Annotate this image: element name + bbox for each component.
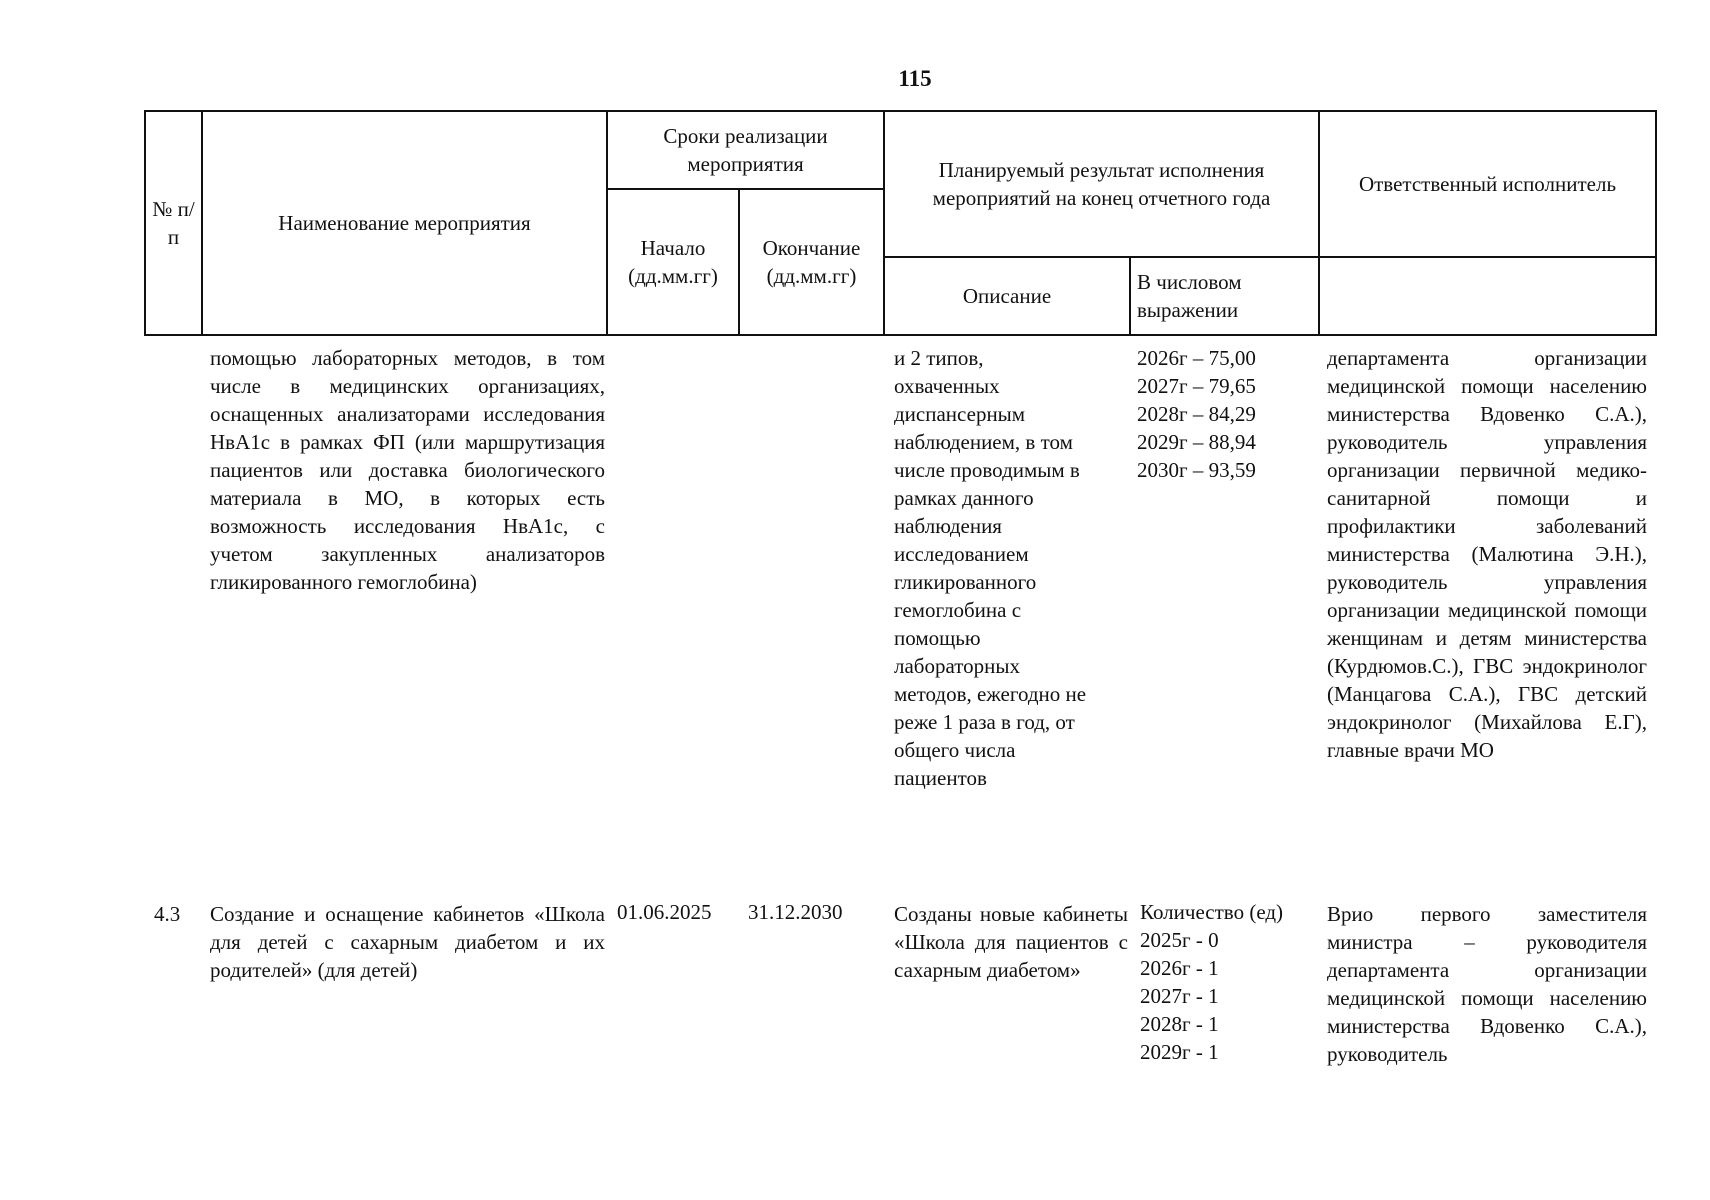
header-numeric: В числовом выражении: [1130, 257, 1319, 335]
continued-event-name: помощью лабораторных методов, в том числе в медицинских организациях, оснащенных анализаторами исследования НвА1с в рамках ФП (или маршрутизация пациентов или доставка биологического материала в МО, в которых есть возможность исследования НвА1с, с учетом закупленных анализаторов гликированного гемоглобина): [210, 346, 605, 594]
header-planned-result: Планируемый результат исполнения мероприятий на конец отчетного года: [884, 111, 1319, 257]
description-line: методов, ежегодно не: [894, 682, 1087, 706]
description-line: наблюдением, в том: [894, 430, 1073, 454]
description-line: общего числа: [894, 738, 1016, 762]
description-line: помощью: [894, 626, 981, 650]
header-terms: Сроки реализации мероприятия: [607, 111, 884, 189]
value-line: 2028г - 1: [1140, 1012, 1219, 1036]
header-description: Описание: [884, 257, 1130, 335]
value-line: 2026г - 1: [1140, 956, 1219, 980]
description-line: наблюдения: [894, 514, 1002, 538]
description-line: исследованием: [894, 542, 1029, 566]
continued-responsible: департамента организации медицинской помощи населению министерства Вдовенко С.А.), руководитель управления организации первичной медико-санитарной помощи и профилактики заболеваний министерства (Малютина Э.Н.), руководитель управления организации медицинской помощи женщинам и детям министерства (Курдюмов.С.), ГВС эндокринолог (Манцагова С.А.), ГВС детский эндокринолог (Михайлова Е.Г), главные врачи МО: [1327, 346, 1647, 762]
description-line: реже 1 раза в год, от: [894, 710, 1075, 734]
row-event-name: Создание и оснащение кабинетов «Школа для детей с сахарным диабетом и их родителей» (для детей): [210, 902, 605, 982]
value-line: 2028г – 84,29: [1137, 402, 1256, 426]
description-line: пациентов: [894, 766, 987, 790]
description-line: и 2 типов,: [894, 346, 984, 370]
description-line: рамках данного: [894, 486, 1034, 510]
header-number: № п/п: [145, 111, 202, 335]
continued-description: [894, 344, 1134, 792]
row-number: 4.3: [154, 902, 181, 926]
value-line: 2025г - 0: [1140, 928, 1219, 952]
description-line: гликированного: [894, 570, 1037, 594]
value-line: 2029г - 1: [1140, 1040, 1219, 1064]
header-responsible-blank: [1319, 257, 1656, 335]
header-responsible: Ответственный исполнитель: [1319, 111, 1656, 257]
continued-values: [1137, 344, 1322, 484]
value-line: 2027г - 1: [1140, 984, 1219, 1008]
row-responsible: Врио первого заместителя министра – руководителя департамента организации медицинской помощи населению министерства Вдовенко С.А.), руководитель: [1327, 902, 1647, 1066]
row-description: Созданы новые кабинеты «Школа для пациентов с сахарным диабетом»: [894, 902, 1128, 982]
value-line: 2029г – 88,94: [1137, 430, 1256, 454]
header-event-name: Наименование мероприятия: [202, 111, 607, 335]
description-line: лабораторных: [894, 654, 1021, 678]
values-header: Количество (ед): [1140, 900, 1284, 924]
value-line: 2027г – 79,65: [1137, 374, 1256, 398]
description-line: охваченных: [894, 374, 1000, 398]
row-values: [1140, 898, 1325, 1066]
description-line: гемоглобина с: [894, 598, 1022, 622]
row-start-date: 01.06.2025: [617, 900, 712, 924]
value-line: 2026г – 75,00: [1137, 346, 1256, 370]
description-line: числе проводимым в: [894, 458, 1080, 482]
header-end: Окончание (дд.мм.гг): [739, 189, 884, 335]
table-header: [144, 110, 1657, 336]
description-line: диспансерным: [894, 402, 1026, 426]
row-end-date: 31.12.2030: [748, 900, 843, 924]
value-line: 2030г – 93,59: [1137, 458, 1256, 482]
page-number: 115: [898, 66, 932, 91]
header-start: Начало (дд.мм.гг): [607, 189, 739, 335]
